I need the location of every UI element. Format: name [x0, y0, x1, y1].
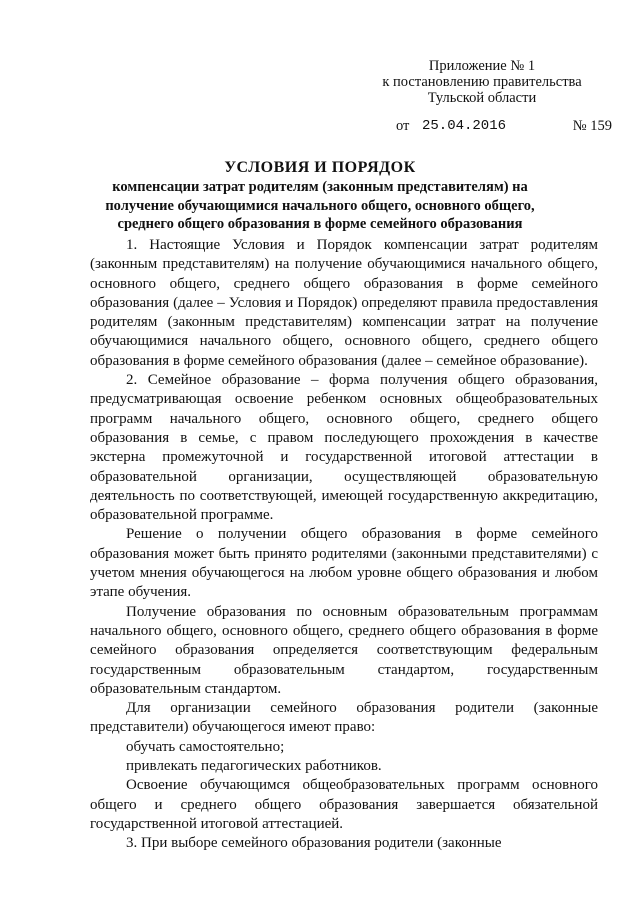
- appendix-region: Тульской области: [427, 90, 537, 106]
- title-main: УСЛОВИЯ И ПОРЯДОК: [224, 159, 416, 176]
- document-title: [70, 158, 570, 234]
- list-item-1: обучать самостоятельно;: [126, 738, 285, 755]
- order-date: 25.04.2016: [422, 118, 507, 134]
- title-sub-line-2: получение обучающимися начального общего, основного общего,: [105, 197, 535, 214]
- paragraph-1: 1. Настоящие Условия и Порядок компенсации затрат родителям (законным представителям) на получение обучающимися начального общего, основного общего, среднего общего образования в форме семейного образования (далее – Условия и Порядок) определяют правила предоставления родителям (законным представителям) компенсации затрат на получение обучающимися начального общего, основного общего, среднего общего образования в форме семейного образования (далее – семейное образование).: [90, 237, 598, 369]
- order-number: № 159: [572, 118, 612, 134]
- document-body: [90, 236, 598, 854]
- paragraph-5: Для организации семейного образования родители (законные представители) обучающегося имеют право:: [90, 700, 598, 736]
- title-sub-line-3: среднего общего образования в форме семейного образования: [117, 216, 523, 232]
- paragraph-4: Получение образования по основным образовательным программам начального общего, основного общего, среднего общего образования в форме семейного образования определяется соответствующим федеральным государственным образовательным стандартом, государственным образовательным стандартом.: [90, 603, 598, 697]
- title-sub-line-1: компенсации затрат родителям (законным представителям) на: [112, 179, 528, 195]
- list-item-2: привлекать педагогических работников.: [126, 758, 382, 775]
- order-date-line: [396, 118, 612, 136]
- paragraph-3: Решение о получении общего образования в форме семейного образования может быть принято родителями (законными представителями) с учетом мнения обучающегося на любом уровне общего образования и любом этапе обучения.: [90, 526, 598, 601]
- paragraph-7: 3. При выборе семейного образования родители (законные: [126, 835, 502, 852]
- appendix-reference: к постановлению правительства: [382, 74, 582, 90]
- paragraph-6: Освоение обучающимся общеобразовательных программ основного общего и среднего общего образования завершается обязательной государственной итоговой аттестацией.: [90, 777, 598, 832]
- appendix-title: Приложение № 1: [428, 58, 536, 74]
- paragraph-2: 2. Семейное образование – форма получения общего образования, предусматривающая освоение ребенком основных общеобразовательных программ начального общего, основного общего, среднего общего образования в семье, с правом последующего прохождения в качестве экстерна промежуточной и государственной итоговой аттестации в образовательной организации, осуществляющей образовательную деятельность по соответствующей, имеющей государственную аккредитацию, образовательной программе.: [90, 372, 598, 524]
- appendix-header: [372, 58, 592, 106]
- from-label: от: [396, 118, 410, 134]
